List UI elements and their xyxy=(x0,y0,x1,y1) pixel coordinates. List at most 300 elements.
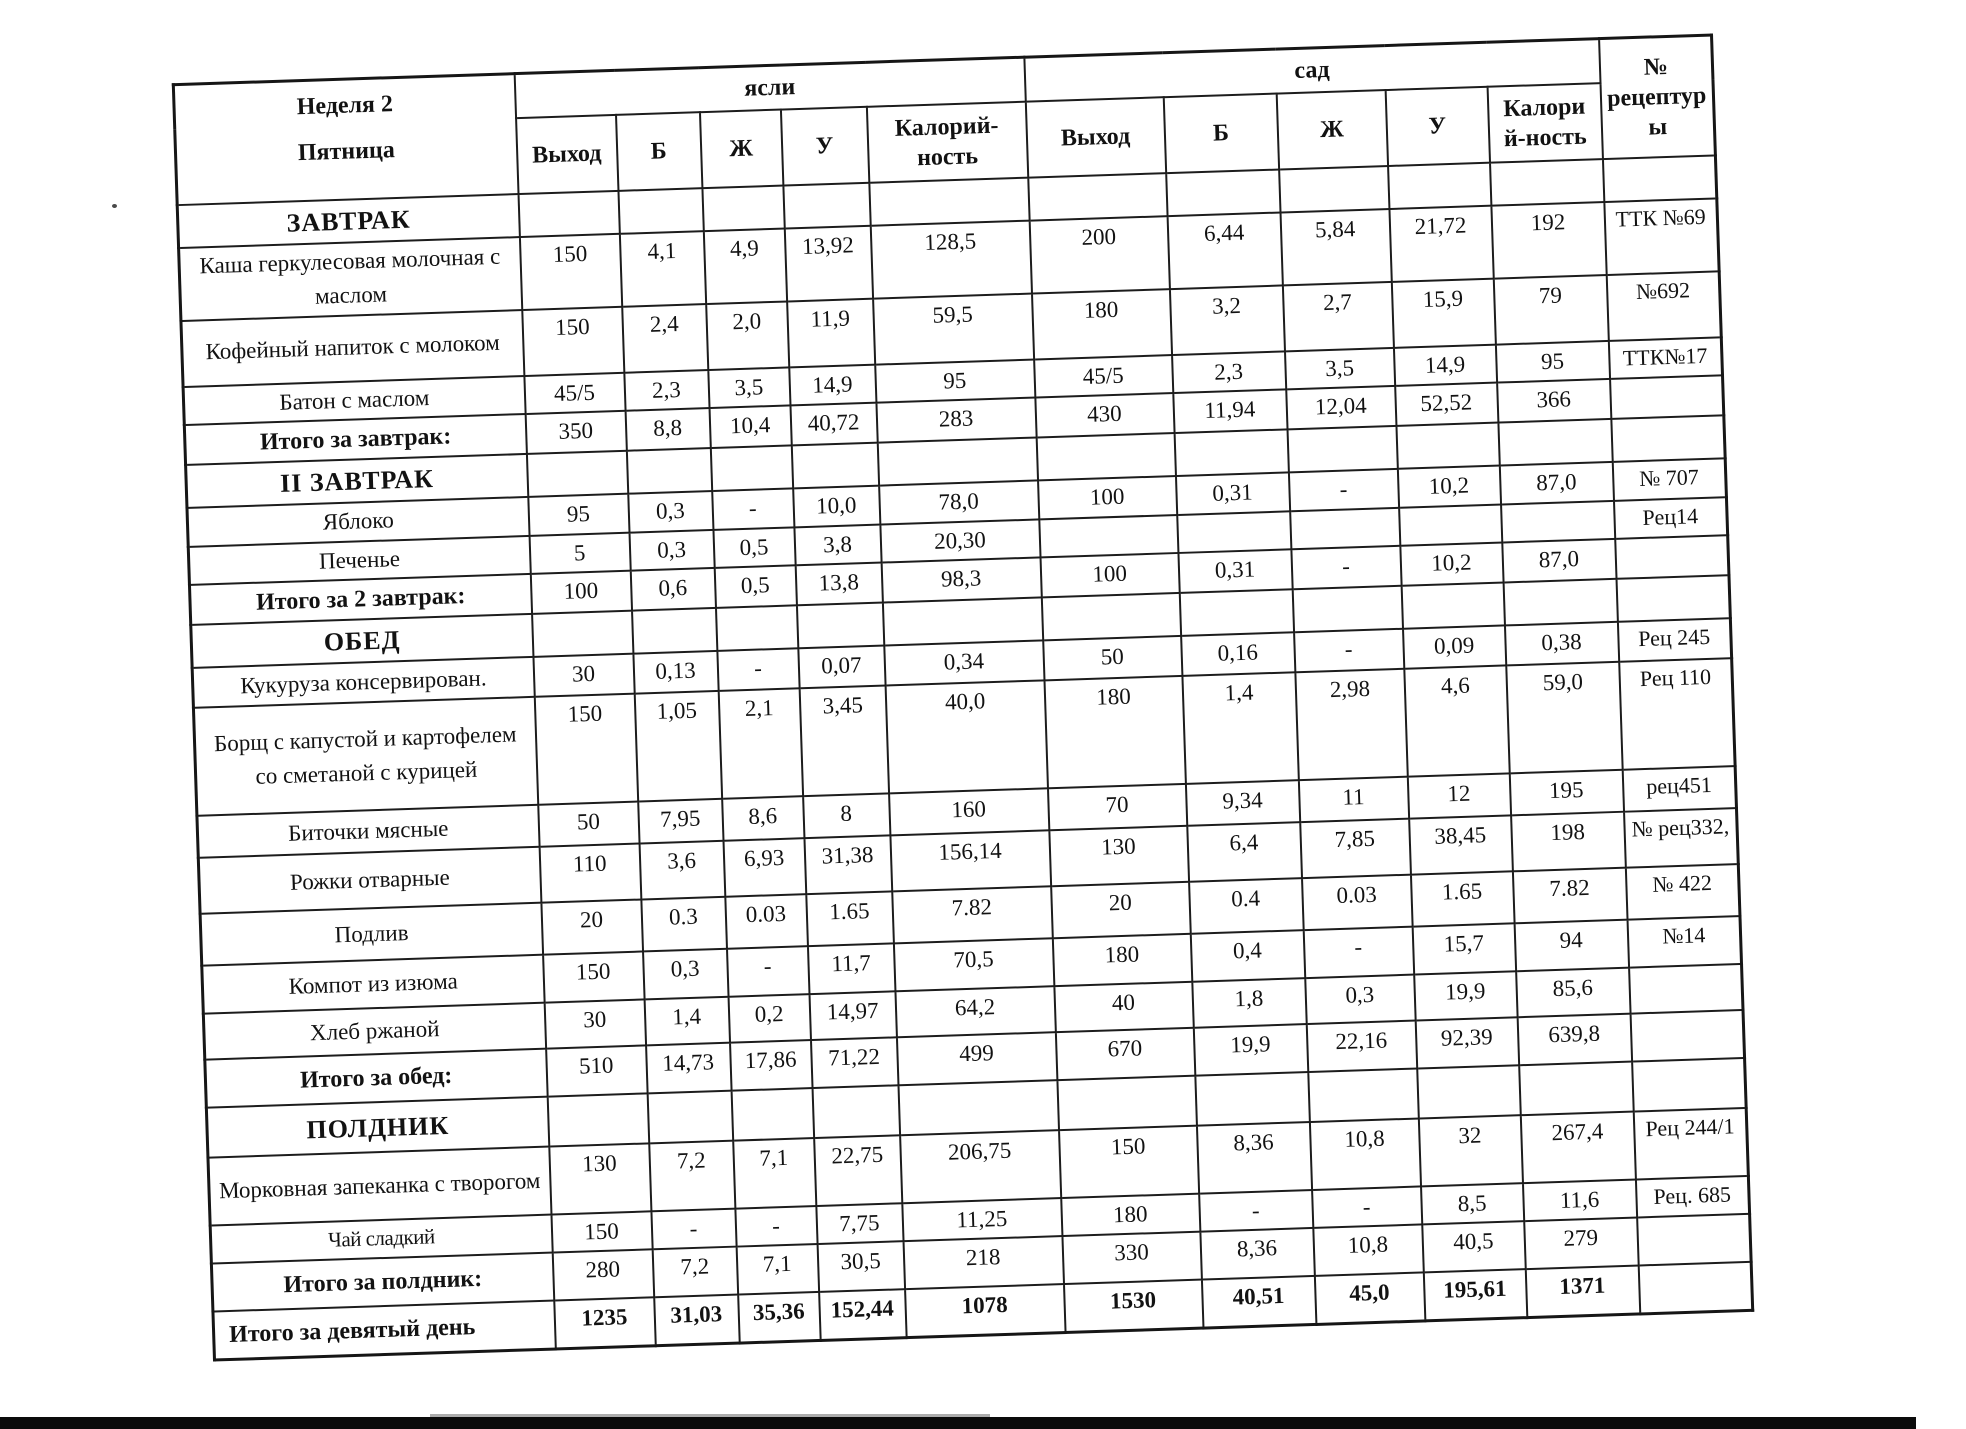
menu-table xyxy=(172,33,1754,1361)
value-cell: 499 xyxy=(896,1032,1056,1085)
value-cell: 17,86 xyxy=(730,1040,813,1091)
value-cell: 510 xyxy=(546,1045,647,1096)
value-cell: 1078 xyxy=(905,1284,1065,1337)
dish-name-cell: Кофейный напиток с молоком xyxy=(181,310,524,387)
value-cell: 639,8 xyxy=(1517,1014,1632,1066)
dish-name-cell: Яблоко xyxy=(187,497,529,546)
recipe-header-line1: № xyxy=(1643,53,1669,81)
total-label-cell: Итого за завтрак: xyxy=(184,414,526,465)
value-cell: - xyxy=(651,1209,736,1250)
value-cell: 206,75 xyxy=(900,1130,1061,1203)
value-cell: 8,36 xyxy=(1200,1228,1314,1280)
dish-name-cell: Печенье xyxy=(188,535,530,584)
recipe-cell xyxy=(1602,155,1716,202)
value-cell: 1,4 xyxy=(644,997,729,1046)
section-title: ОБЕД xyxy=(191,614,533,668)
recipe-cell xyxy=(1610,375,1724,419)
value-cell: 59,0 xyxy=(1506,662,1622,774)
value-cell: 150 xyxy=(522,306,624,375)
recipe-cell xyxy=(1615,535,1729,579)
value-cell: 95 xyxy=(875,359,1035,403)
dish-name-cell: Биточки мясные xyxy=(197,805,539,858)
value-cell: - xyxy=(717,648,799,691)
recipe-cell: № рец332, xyxy=(1624,808,1739,868)
value-cell xyxy=(1039,515,1178,558)
value-cell: 0,3 xyxy=(628,491,713,532)
value-cell: 7.82 xyxy=(1512,868,1627,924)
value-cell: 98,3 xyxy=(881,557,1041,602)
recipe-cell: №14 xyxy=(1627,916,1741,968)
column-header-carbs-yasli: У xyxy=(780,106,868,185)
value-cell xyxy=(812,1085,900,1138)
value-cell: - xyxy=(1303,927,1413,978)
value-cell: 192 xyxy=(1491,202,1606,279)
value-cell: 87,0 xyxy=(1499,462,1613,504)
value-cell xyxy=(1036,433,1175,480)
value-cell: 7,1 xyxy=(733,1138,816,1209)
section-title: ЗАВТРАК xyxy=(177,194,519,248)
week-label: Неделя 2 xyxy=(296,91,394,121)
value-cell: 128,5 xyxy=(870,220,1031,298)
value-cell: 20,30 xyxy=(880,519,1040,563)
value-cell: 280 xyxy=(552,1249,653,1300)
value-cell: 71,22 xyxy=(810,1037,898,1088)
value-cell: 14,9 xyxy=(1393,344,1496,386)
value-cell: 1,05 xyxy=(634,691,721,802)
value-cell: 0.03 xyxy=(1302,875,1413,930)
value-cell: 7,2 xyxy=(649,1141,735,1212)
value-cell: 92,39 xyxy=(1415,1017,1518,1068)
value-cell: 38,45 xyxy=(1409,815,1513,874)
value-cell: 0.4 xyxy=(1189,878,1304,934)
column-header-calories-sad xyxy=(1487,83,1602,163)
value-cell: 20 xyxy=(1051,882,1191,938)
scan-artifact-bottom-bar xyxy=(0,1417,1916,1429)
value-cell: 15,9 xyxy=(1391,278,1495,347)
value-cell: 10,2 xyxy=(1397,466,1500,508)
value-cell xyxy=(1503,579,1617,626)
calories-sad-line2: й-ность xyxy=(1503,123,1588,152)
value-cell: 430 xyxy=(1035,393,1174,437)
value-cell: 670 xyxy=(1055,1028,1194,1080)
value-cell: 0,31 xyxy=(1178,549,1292,593)
calories-sad-line1: Калори xyxy=(1502,93,1586,122)
value-cell: - xyxy=(1312,1186,1422,1227)
value-cell: 10,8 xyxy=(1309,1119,1420,1190)
value-cell: 150 xyxy=(1059,1126,1199,1198)
value-cell xyxy=(702,185,784,231)
value-cell: 150 xyxy=(534,694,637,805)
value-cell xyxy=(1388,162,1491,208)
value-cell: 7,2 xyxy=(652,1247,738,1298)
value-cell: 267,4 xyxy=(1520,1112,1635,1184)
value-cell xyxy=(791,443,878,489)
value-cell: - xyxy=(1199,1190,1313,1232)
value-cell: 78,0 xyxy=(879,480,1039,524)
value-cell xyxy=(1519,1062,1634,1116)
value-cell: 195,61 xyxy=(1423,1269,1526,1320)
value-cell: 198 xyxy=(1511,812,1626,872)
recipe-cell: Рец. 685 xyxy=(1635,1176,1749,1218)
dish-name-cell: Кукуруза консервирован. xyxy=(192,657,534,708)
value-cell: 59,5 xyxy=(873,293,1034,364)
value-cell xyxy=(1195,1072,1310,1126)
value-cell: 6,93 xyxy=(723,838,806,897)
column-header-protein-sad: Б xyxy=(1163,93,1278,173)
value-cell: 45/5 xyxy=(524,372,625,414)
value-cell: 14,97 xyxy=(809,991,896,1040)
value-cell: 8,36 xyxy=(1196,1122,1311,1194)
value-cell: - xyxy=(1294,629,1404,672)
value-cell: 8,6 xyxy=(722,796,804,841)
dish-name-cell: Рожки отварные xyxy=(198,847,541,914)
value-cell: 11,7 xyxy=(807,943,895,994)
recipe-cell: Рец14 xyxy=(1613,497,1727,539)
value-cell: 366 xyxy=(1497,379,1611,423)
value-cell: 180 xyxy=(1061,1194,1200,1236)
recipe-cell: №692 xyxy=(1606,271,1721,341)
value-cell: - xyxy=(1291,546,1401,589)
value-cell: 152,44 xyxy=(819,1289,907,1340)
value-cell: 330 xyxy=(1062,1232,1201,1284)
value-cell: 10,4 xyxy=(709,405,791,448)
recipe-cell: № 422 xyxy=(1625,864,1740,920)
section-title: ПОЛДНИК xyxy=(206,1097,548,1158)
dish-name-cell: Борщ с капустой и картофелем со сметаной с курицей xyxy=(193,697,537,816)
value-cell xyxy=(877,438,1037,486)
value-cell: 180 xyxy=(1044,676,1185,788)
column-header-fat-yasli: Ж xyxy=(699,109,782,188)
value-cell xyxy=(1028,173,1167,220)
recipe-cell xyxy=(1629,964,1743,1014)
recipe-number-header xyxy=(1599,35,1716,159)
value-cell: 180 xyxy=(1052,934,1191,986)
group-header-yasli: ясли xyxy=(514,57,1025,117)
calories-yasli-line1: Калорий- xyxy=(894,112,999,142)
value-cell: 11,9 xyxy=(787,298,875,367)
value-cell: 160 xyxy=(889,788,1049,835)
recipe-header-line2: рецептур xyxy=(1606,82,1707,112)
value-cell: 150 xyxy=(519,233,621,309)
value-cell: 11,6 xyxy=(1522,1180,1636,1222)
value-cell xyxy=(898,1080,1059,1135)
value-cell xyxy=(1292,586,1402,632)
recipe-cell xyxy=(1630,1010,1744,1062)
column-header-carbs-sad: У xyxy=(1385,86,1489,165)
scan-speck xyxy=(112,204,117,208)
recipe-cell xyxy=(1616,575,1730,622)
value-cell: 13,92 xyxy=(784,225,872,301)
value-cell: 3,8 xyxy=(794,524,881,565)
value-cell: 283 xyxy=(876,398,1036,443)
value-cell xyxy=(647,1091,733,1144)
value-cell: 7,1 xyxy=(736,1244,819,1295)
value-cell: 3,5 xyxy=(1284,347,1394,389)
value-cell: 50 xyxy=(538,802,639,847)
value-cell: 195 xyxy=(1509,770,1623,816)
value-cell: 15,7 xyxy=(1412,923,1515,974)
value-cell: 100 xyxy=(1038,476,1177,519)
value-cell xyxy=(783,182,870,228)
value-cell: 130 xyxy=(549,1143,651,1214)
value-cell xyxy=(731,1088,814,1141)
value-cell: 3,45 xyxy=(799,686,888,797)
recipe-cell: ТТК №69 xyxy=(1604,198,1719,275)
value-cell: 2,1 xyxy=(718,688,802,799)
value-cell xyxy=(1057,1076,1197,1130)
value-cell: 40 xyxy=(1054,982,1193,1032)
value-cell xyxy=(796,603,883,649)
dish-name-cell: Подлив xyxy=(200,903,543,966)
value-cell: 87,0 xyxy=(1502,539,1616,583)
value-cell xyxy=(869,177,1029,225)
week-day-header xyxy=(173,74,518,205)
value-cell: 40,72 xyxy=(790,403,877,446)
value-cell: 31,03 xyxy=(654,1295,740,1346)
value-cell xyxy=(1399,504,1502,546)
value-cell: 30 xyxy=(544,999,645,1048)
group-header-sad: сад xyxy=(1024,39,1600,102)
value-cell: 14,73 xyxy=(646,1043,732,1094)
value-cell: 0,2 xyxy=(728,994,810,1043)
value-cell: 0,07 xyxy=(798,646,885,689)
value-cell: 7,95 xyxy=(638,799,723,844)
value-cell: 150 xyxy=(551,1211,652,1252)
value-cell: 3,2 xyxy=(1169,285,1284,355)
column-header-calories-yasli xyxy=(866,101,1027,182)
value-cell: 22,75 xyxy=(814,1135,902,1206)
column-header-output-sad: Выход xyxy=(1025,97,1165,177)
value-cell xyxy=(1177,511,1291,553)
value-cell: 79 xyxy=(1493,275,1608,345)
value-cell xyxy=(1290,507,1400,549)
value-cell: 1.65 xyxy=(1410,871,1514,926)
value-cell: 40,5 xyxy=(1422,1221,1525,1272)
value-cell xyxy=(1166,169,1280,216)
value-cell: 30,5 xyxy=(817,1241,905,1292)
value-cell: - xyxy=(712,488,794,529)
value-cell: 10,2 xyxy=(1400,543,1503,586)
value-cell: 11,94 xyxy=(1173,389,1287,433)
value-cell: 110 xyxy=(539,844,641,903)
dish-name-cell: Каша геркулесовая молочная с маслом xyxy=(179,237,522,321)
value-cell: 6,4 xyxy=(1187,822,1302,882)
value-cell: 150 xyxy=(543,951,644,1002)
value-cell xyxy=(526,451,627,497)
value-cell: 279 xyxy=(1524,1218,1639,1270)
total-label-cell: Итого за полдник: xyxy=(211,1253,553,1312)
value-cell: 3,5 xyxy=(708,367,790,408)
value-cell: 50 xyxy=(1043,636,1182,680)
value-cell xyxy=(626,448,711,494)
value-cell xyxy=(715,605,797,651)
value-cell: 13,8 xyxy=(795,563,882,606)
value-cell xyxy=(632,608,717,654)
value-cell xyxy=(882,597,1042,645)
dish-name-cell: Морковная запеканка с творогом xyxy=(208,1147,551,1226)
value-cell: 52,52 xyxy=(1395,383,1498,426)
value-cell: 0,38 xyxy=(1504,622,1618,666)
value-cell: 8,8 xyxy=(625,408,710,451)
value-cell xyxy=(532,611,633,657)
section-title: II ЗАВТРАК xyxy=(186,454,528,508)
value-cell: 45,0 xyxy=(1314,1272,1424,1323)
value-cell xyxy=(518,190,619,236)
value-cell xyxy=(1174,429,1288,476)
value-cell: 2,98 xyxy=(1295,669,1407,780)
value-cell: 40,0 xyxy=(885,680,1047,793)
value-cell: 0,4 xyxy=(1190,930,1304,982)
value-cell: 0,3 xyxy=(629,529,714,570)
value-cell: 40,51 xyxy=(1201,1276,1315,1328)
value-cell: 2,0 xyxy=(706,301,789,370)
value-cell xyxy=(1308,1069,1419,1122)
dish-name-cell: Чай сладкий xyxy=(210,1215,552,1264)
value-cell: 12,04 xyxy=(1286,386,1396,429)
value-cell: 100 xyxy=(530,571,631,614)
value-cell: 8,5 xyxy=(1421,1183,1524,1224)
total-label-cell: Итого за 2 завтрак: xyxy=(189,574,531,625)
value-cell: 10,8 xyxy=(1313,1224,1423,1275)
value-cell: 95 xyxy=(528,494,629,536)
value-cell: 20 xyxy=(541,900,643,955)
value-cell: 5,84 xyxy=(1280,208,1391,284)
value-cell: 0,34 xyxy=(884,640,1044,685)
value-cell: 31,38 xyxy=(804,835,892,894)
recipe-cell: рец451 xyxy=(1622,766,1736,812)
value-cell: 95 xyxy=(1495,340,1609,382)
value-cell xyxy=(710,445,792,491)
value-cell xyxy=(1279,166,1389,212)
value-cell: 100 xyxy=(1040,553,1179,597)
value-cell xyxy=(1041,593,1180,640)
value-cell: 200 xyxy=(1029,216,1169,293)
value-cell: 35,36 xyxy=(738,1292,821,1343)
value-cell: 4,9 xyxy=(703,228,786,304)
value-cell: 130 xyxy=(1049,826,1189,886)
value-cell: 0,31 xyxy=(1175,472,1289,514)
value-cell: 32 xyxy=(1418,1115,1522,1186)
value-cell: 70,5 xyxy=(893,938,1053,991)
value-cell xyxy=(1490,159,1604,206)
value-cell: 8 xyxy=(803,793,890,838)
value-cell: 64,2 xyxy=(895,986,1055,1037)
recipe-cell: ТТК№17 xyxy=(1608,337,1722,379)
value-cell: 94 xyxy=(1514,920,1629,972)
day-label: Пятница xyxy=(297,137,396,167)
value-cell: 2,3 xyxy=(1172,351,1286,393)
value-cell: 4,6 xyxy=(1404,665,1509,776)
value-cell: 1.65 xyxy=(806,891,894,946)
value-cell xyxy=(1179,589,1293,636)
value-cell: 7.82 xyxy=(892,886,1053,943)
recipe-cell xyxy=(1638,1262,1752,1314)
value-cell xyxy=(547,1093,649,1146)
value-cell: 0,09 xyxy=(1403,625,1506,668)
value-cell: 19,9 xyxy=(1414,971,1517,1020)
value-cell: 1,4 xyxy=(1182,672,1298,784)
recipe-cell: Рец 110 xyxy=(1619,658,1735,770)
value-cell: 2,7 xyxy=(1282,281,1393,350)
value-cell xyxy=(1417,1065,1521,1118)
value-cell: 6,44 xyxy=(1167,212,1282,289)
value-cell: 1,8 xyxy=(1192,978,1306,1028)
value-cell: 5 xyxy=(529,532,630,574)
recipe-cell xyxy=(1611,415,1725,462)
value-cell: 3,6 xyxy=(639,841,725,900)
column-header-fat-sad: Ж xyxy=(1276,90,1387,169)
value-cell: 0.03 xyxy=(725,894,808,949)
calories-yasli-line2: ность xyxy=(916,142,979,171)
value-cell: 7,85 xyxy=(1300,819,1411,878)
value-cell: 0,13 xyxy=(633,651,718,694)
value-cell: 12 xyxy=(1407,773,1510,818)
value-cell xyxy=(1498,419,1612,466)
value-cell: 1530 xyxy=(1063,1280,1202,1332)
value-cell: 7,75 xyxy=(816,1203,903,1244)
value-cell: 0,16 xyxy=(1181,632,1295,676)
value-cell: 180 xyxy=(1031,289,1171,359)
value-cell: 4,1 xyxy=(619,231,705,307)
value-cell: 1235 xyxy=(554,1297,655,1348)
value-cell xyxy=(618,188,703,234)
value-cell: 0,5 xyxy=(713,527,795,568)
value-cell: 0,3 xyxy=(1305,975,1415,1024)
dish-name-cell: Компот из изюма xyxy=(202,955,544,1014)
value-cell: 10,0 xyxy=(793,486,880,527)
value-cell: 21,72 xyxy=(1389,205,1493,281)
recipe-cell: Рец 244/1 xyxy=(1633,1108,1748,1180)
value-cell: 30 xyxy=(533,654,634,697)
value-cell: - xyxy=(1288,469,1398,511)
column-header-protein-yasli: Б xyxy=(616,112,702,191)
dish-name-cell: Батон с маслом xyxy=(183,376,525,425)
value-cell: 70 xyxy=(1047,784,1186,830)
value-cell: 2,4 xyxy=(622,304,708,373)
recipe-cell: № 707 xyxy=(1612,458,1726,500)
value-cell: 0,6 xyxy=(630,568,715,611)
recipe-cell: Рец 245 xyxy=(1617,618,1731,662)
value-cell: 1371 xyxy=(1525,1265,1640,1317)
value-cell: 2,3 xyxy=(624,370,709,411)
value-cell: - xyxy=(735,1206,817,1247)
value-cell xyxy=(1396,423,1499,469)
value-cell: 14,9 xyxy=(789,364,876,405)
value-cell: 0.3 xyxy=(641,897,727,952)
value-cell: 350 xyxy=(525,411,626,454)
value-cell: 85,6 xyxy=(1516,968,1630,1018)
value-cell: 0,5 xyxy=(714,565,796,608)
recipe-cell xyxy=(1632,1058,1747,1112)
value-cell: 218 xyxy=(903,1236,1063,1289)
grand-total-label-cell: Итого за девятый день xyxy=(213,1301,555,1360)
dish-name-cell: Хлеб ржаной xyxy=(203,1003,545,1060)
value-cell: 0,3 xyxy=(643,949,729,1000)
value-cell xyxy=(1287,426,1397,472)
recipe-header-line3: ы xyxy=(1647,113,1668,141)
value-cell xyxy=(1401,583,1504,629)
value-cell: 22,16 xyxy=(1306,1021,1416,1072)
scanned-menu-sheet xyxy=(172,33,1754,1361)
value-cell: 45/5 xyxy=(1034,355,1173,398)
value-cell: 11,25 xyxy=(902,1198,1062,1241)
value-cell: 156,14 xyxy=(890,830,1051,891)
value-cell: 9,34 xyxy=(1185,780,1299,826)
total-label-cell: Итого за обед: xyxy=(205,1049,547,1108)
value-cell: 11 xyxy=(1298,777,1408,822)
column-header-output-yasli: Выход xyxy=(516,114,618,193)
value-cell: - xyxy=(726,946,809,997)
